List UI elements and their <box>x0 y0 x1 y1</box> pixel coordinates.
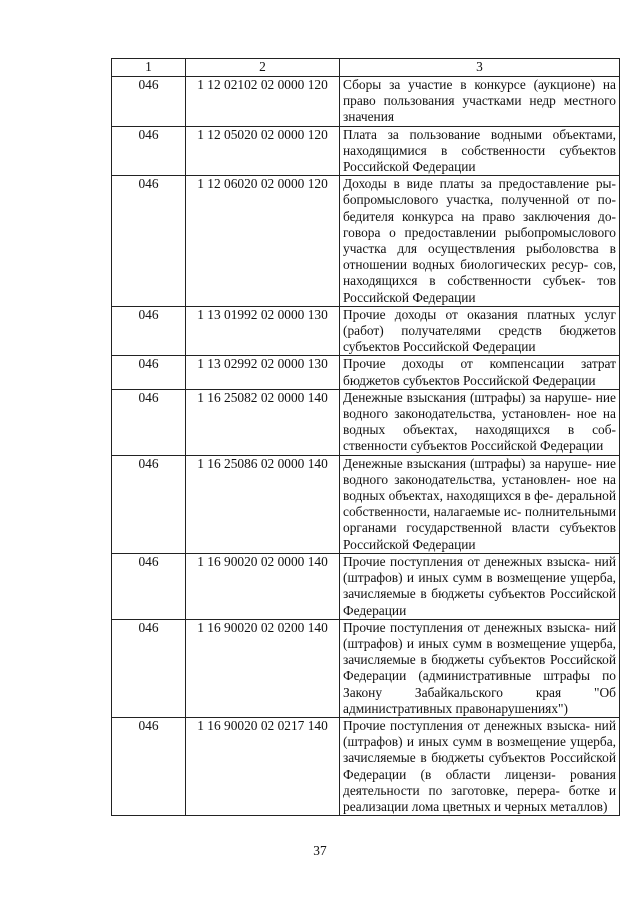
description-line: в отношении водных биологических ресур- <box>343 241 616 273</box>
admin-code-cell: 046 <box>112 126 186 176</box>
description-line: "Об административных правонарушениях") <box>343 684 616 716</box>
admin-code-cell: 046 <box>112 553 186 619</box>
description-line: Прочие доходы от компенсации затрат <box>343 356 616 372</box>
revenue-description-cell <box>340 389 620 455</box>
admin-code-cell: 046 <box>112 389 186 455</box>
description-line: ущерба, зачисляемые в бюджеты субъектов <box>343 570 616 602</box>
page-number: 37 <box>313 843 327 858</box>
table-header-row <box>112 59 620 77</box>
admin-code-cell: 046 <box>112 455 186 553</box>
table-row <box>112 306 620 356</box>
description-line: говора о предоставлении рыбопромыслового <box>343 224 616 240</box>
table-row <box>112 717 620 815</box>
description-line: Прочие доходы от оказания платных услуг <box>343 306 616 322</box>
revenue-description-cell <box>340 553 620 619</box>
description-line: Денежные взыскания (штрафы) за наруше- <box>343 389 592 405</box>
description-line: тов Российской Федерации <box>343 273 616 305</box>
revenue-description-cell <box>340 126 620 176</box>
description-line: участка для осуществления рыболовства <box>343 241 599 257</box>
column-header-3: 3 <box>340 59 620 77</box>
description-line: Плата за пользование водными объектами, <box>343 126 616 142</box>
description-line: Российской Федерации (административные <box>343 652 616 684</box>
description-line: деральной собственности, налагаемые ис- <box>343 488 617 520</box>
revenue-description-cell <box>340 356 620 389</box>
table-body <box>112 77 620 816</box>
table-row <box>112 553 620 619</box>
description-line: Российской Федерации <box>343 586 616 618</box>
admin-code-cell: 046 <box>112 619 186 717</box>
revenue-description-cell <box>340 619 620 717</box>
description-line: ний (штрафов) и иных сумм в возмещение <box>343 717 616 750</box>
description-line: полнительными органами государственной <box>343 504 616 536</box>
description-line: Российской Федерации <box>343 159 476 175</box>
description-line: право пользования участками недр местного <box>343 93 616 109</box>
description-line: бедителя конкурса на право заключения до- <box>343 208 616 224</box>
description-line: ущерба, зачисляемые в бюджеты субъектов <box>343 635 616 668</box>
revenue-code-cell: 1 16 90020 02 0000 140 <box>186 553 340 619</box>
description-line: Прочие поступления от денежных взыска- <box>343 619 590 635</box>
description-line: Доходы в виде платы за предоставление ры- <box>343 176 616 192</box>
revenue-description-cell <box>340 176 620 307</box>
admin-code-cell: 046 <box>112 306 186 356</box>
description-line: субъектов Российской Федерации <box>343 339 536 355</box>
description-line: (работ) получателями средств бюджетов <box>343 323 616 339</box>
revenue-code-cell: 1 16 90020 02 0200 140 <box>186 619 340 717</box>
table-row <box>112 455 620 553</box>
description-line: Сборы за участие в конкурсе (аукционе) на <box>343 77 616 92</box>
table-row <box>112 619 620 717</box>
table-row <box>112 77 620 127</box>
description-line: металлов) <box>550 798 608 814</box>
revenue-description-cell <box>340 717 620 815</box>
description-line: Прочие поступления от денежных взыска- <box>343 553 590 569</box>
table-row <box>112 126 620 176</box>
description-line: власти субъектов Российской Федерации <box>343 520 616 552</box>
admin-code-cell: 046 <box>112 717 186 815</box>
admin-code-cell: 046 <box>112 356 186 389</box>
description-line: бопромыслового участка, полученной от по- <box>343 192 616 208</box>
column-header-1: 1 <box>112 59 186 77</box>
column-header-2: 2 <box>186 59 340 77</box>
table-row <box>112 356 620 389</box>
description-line: ственности субъектов Российской Федерации <box>343 438 604 454</box>
description-line: ний (штрафов) и иных сумм в возмещение <box>343 553 616 586</box>
description-line: ное на водных объектах, находящихся в соб- <box>343 406 616 438</box>
revenue-code-cell: 1 16 25086 02 0000 140 <box>186 455 340 553</box>
description-line: находящимися в собственности субъектов <box>343 142 616 158</box>
description-line: Денежные взыскания (штрафы) за наруше- <box>343 455 592 471</box>
description-line: сов, находящихся в собственности субъек- <box>343 257 616 289</box>
budget-revenue-table <box>111 58 620 816</box>
revenue-description-cell <box>340 455 620 553</box>
description-line: Российской Федерации (в области лицензи- <box>343 750 616 782</box>
revenue-description-cell <box>340 306 620 356</box>
revenue-code-cell: 1 16 90020 02 0217 140 <box>186 717 340 815</box>
description-line: ние водного законодательства, установлен- <box>343 389 616 422</box>
description-line: значения <box>343 109 395 125</box>
admin-code-cell: 046 <box>112 77 186 127</box>
revenue-code-cell: 1 16 25082 02 0000 140 <box>186 389 340 455</box>
description-line: ний (штрафов) и иных сумм в возмещение <box>343 619 616 651</box>
description-line: ущерба, зачисляемые в бюджеты субъектов <box>343 734 616 766</box>
revenue-code-cell: 1 12 05020 02 0000 120 <box>186 126 340 176</box>
revenue-code-cell: 1 13 02992 02 0000 130 <box>186 356 340 389</box>
description-line: Прочие поступления от денежных взыска- <box>343 717 590 733</box>
description-line: рования деятельности по заготовке, перера- <box>343 766 616 798</box>
description-line: ботке и реализации лома цветных и черных <box>343 782 616 814</box>
table-row <box>112 176 620 307</box>
admin-code-cell: 046 <box>112 176 186 307</box>
description-line: ние водного законодательства, установлен- <box>343 455 616 487</box>
revenue-code-cell: 1 13 01992 02 0000 130 <box>186 306 340 356</box>
table-row <box>112 389 620 455</box>
table-header <box>112 59 620 77</box>
revenue-description-cell <box>340 77 620 127</box>
revenue-code-cell: 1 12 02102 02 0000 120 <box>186 77 340 127</box>
description-line: штрафы по Закону Забайкальского края <box>343 668 616 700</box>
revenue-code-cell: 1 12 06020 02 0000 120 <box>186 176 340 307</box>
description-line: бюджетов субъектов Российской Федерации <box>343 372 596 388</box>
description-line: ное на водных объектах, находящихся в фе- <box>343 471 616 504</box>
